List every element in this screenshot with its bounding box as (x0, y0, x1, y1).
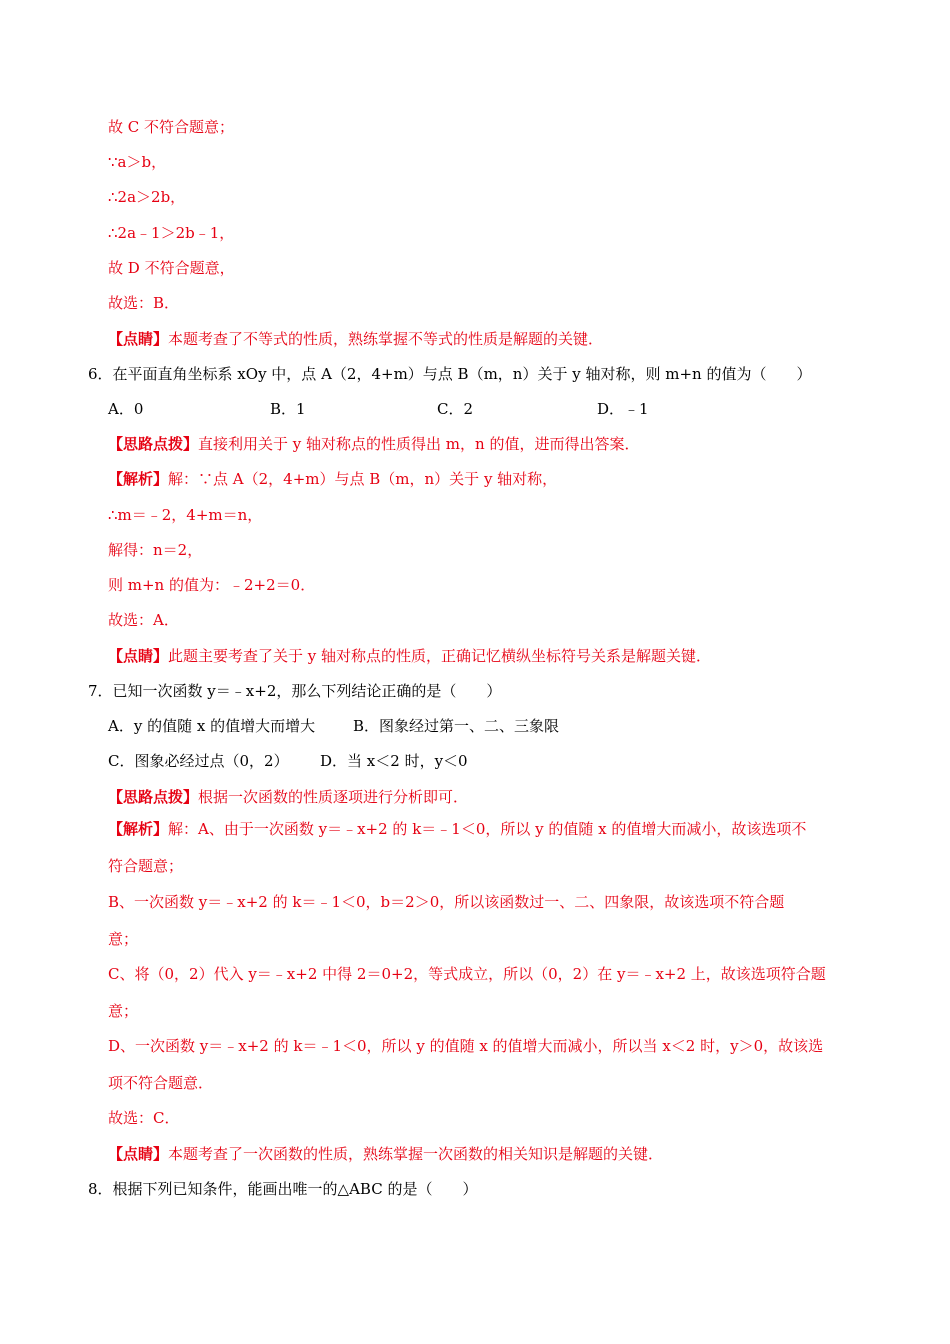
q7-answer: 故选：C． (108, 1109, 180, 1127)
q6-option-c: C．2 (437, 400, 474, 418)
q6-solution (108, 469, 557, 489)
remark-tag: 【点睛】 (108, 1145, 169, 1163)
q5-line-3: ∴2a＞2b， (108, 188, 186, 206)
q6-step-4: 则 m+n 的值为：﹣2+2＝0． (108, 576, 316, 594)
q7-solution-c: C、将（0，2）代入 y＝﹣x+2 中得 2＝0+2，等式成立，所以（0，2）在 y＝﹣x+2 上，故该选项符合题 (108, 965, 826, 983)
hint-text: 直接利用关于 y 轴对称点的性质得出 m，n 的值，进而得出答案． (198, 435, 640, 453)
q6-remark (108, 646, 711, 666)
q6-hint (108, 434, 639, 454)
remark-text: 本题考查了一次函数的性质，熟练掌握一次函数的相关知识是解题的关键． (168, 1145, 664, 1163)
remark-text: 本题考查了不等式的性质，熟练掌握不等式的性质是解题的关键． (168, 330, 604, 348)
q5-line-4: ∴2a﹣1＞2b﹣1， (108, 224, 235, 242)
q7-option-d: D．当 x＜2 时，y＜0 (320, 752, 468, 770)
solution-tag: 【解析】 (108, 470, 169, 488)
q7-solution-b: B、一次函数 y＝﹣x+2 的 k＝﹣1＜0，b＝2＞0，所以该函数过一、二、四象限，故该选项不符合题 (108, 893, 785, 911)
q5-line-1: 故 C 不符合题意； (108, 118, 235, 136)
hint-text: 根据一次函数的性质逐项进行分析即可． (198, 788, 469, 806)
hint-tag: 【思路点拨】 (108, 435, 199, 453)
q5-answer: 故选：B． (108, 294, 180, 312)
remark-text: 此题主要考查了关于 y 轴对称点的性质，正确记忆横纵坐标符号关系是解题关键． (168, 647, 712, 665)
q7-option-b: B．图象经过第一、二、三象限 (353, 717, 560, 735)
q6-options (108, 399, 708, 419)
q5-remark (108, 329, 603, 349)
solution-text: 解：∵点 A（2，4+m）与点 B（m，n）关于 y 轴对称， (168, 470, 558, 488)
q6-option-d: D．﹣1 (597, 400, 649, 418)
q7-stem: 7．已知一次函数 y＝﹣x+2，那么下列结论正确的是（ ） (88, 682, 502, 700)
solution-tag: 【解析】 (108, 820, 169, 838)
q7-solution-a-cont: 符合题意； (108, 857, 184, 875)
q7-hint (108, 787, 468, 807)
q7-solution-b-cont: 意； (108, 930, 139, 948)
q7-remark (108, 1144, 663, 1164)
q6-stem: 6．在平面直角坐标系 xOy 中，点 A（2，4+m）与点 B（m，n）关于 y 轴对称，则 m+n 的值为（ ） (88, 365, 812, 383)
q7-options-row-2 (108, 751, 708, 771)
q6-step-3: 解得：n＝2， (108, 541, 203, 559)
q6-answer: 故选：A． (108, 611, 179, 629)
q7-solution (108, 819, 806, 839)
hint-tag: 【思路点拨】 (108, 788, 199, 806)
q8-stem: 8．根据下列已知条件，能画出唯一的△ABC 的是（ ） (88, 1180, 478, 1198)
q5-line-2: ∵a＞b， (108, 153, 167, 171)
q7-solution-d: D、一次函数 y＝﹣x+2 的 k＝﹣1＜0，所以 y 的值随 x 的值增大而减小，所以当 x＜2 时，y＞0，故该选 (108, 1037, 824, 1055)
q5-line-5: 故 D 不符合题意， (108, 259, 235, 277)
remark-tag: 【点睛】 (108, 647, 169, 665)
solution-text: 解：A、由于一次函数 y＝﹣x+2 的 k＝﹣1＜0，所以 y 的值随 x 的值增大而减小，故该选项不 (168, 820, 807, 838)
q7-options-row-1 (108, 716, 708, 736)
q7-solution-d-cont: 项不符合题意． (108, 1074, 214, 1092)
q6-option-a: A．0 (108, 400, 144, 418)
q7-option-c: C．图象必经过点（0，2） (108, 752, 289, 770)
q7-solution-c-cont: 意； (108, 1002, 139, 1020)
q6-step-2: ∴m＝﹣2，4+m＝n， (108, 506, 263, 524)
q7-option-a: A．y 的值随 x 的值增大而增大 (108, 717, 316, 735)
q6-option-b: B．1 (270, 400, 306, 418)
remark-tag: 【点睛】 (108, 330, 169, 348)
